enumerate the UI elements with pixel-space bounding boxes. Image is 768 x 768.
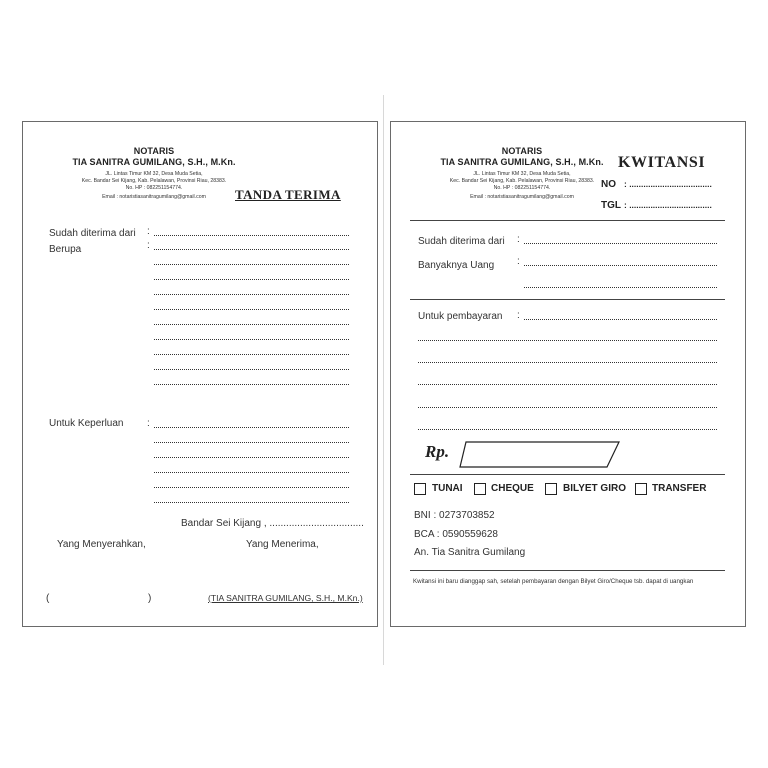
cheque-label: CHEQUE — [491, 483, 534, 494]
form-field[interactable] — [154, 293, 349, 295]
receipt-footnote: Kwitansi ini baru dianggap sah, setelah pembayaran dengan Bilyet Giro/Cheque tsb. dapat di uangkan — [413, 578, 694, 585]
received-from-colon: : — [517, 234, 520, 245]
office-label: NOTARIS — [133, 146, 175, 156]
form-colon: : — [147, 240, 150, 251]
purpose-colon: : — [147, 418, 150, 429]
payment-for-field[interactable] — [418, 383, 717, 385]
amount-in-words-field[interactable] — [524, 264, 717, 266]
receipt-date-field[interactable]: : ................................... — [624, 200, 712, 210]
form-field[interactable] — [154, 323, 349, 325]
received-from-colon: : — [147, 226, 150, 237]
payment-for-colon: : — [517, 310, 520, 321]
payment-for-field[interactable] — [418, 406, 717, 408]
divider — [410, 474, 725, 475]
place-date: Bandar Sei Kijang , .................................. — [181, 518, 364, 529]
form-field[interactable] — [154, 278, 349, 280]
form-field[interactable] — [154, 308, 349, 310]
received-from-field[interactable] — [524, 242, 717, 244]
bilyet-giro-checkbox[interactable] — [545, 483, 557, 495]
amount-box[interactable] — [458, 439, 622, 469]
rupiah-label: Rp. — [425, 442, 450, 461]
giver-name-close: ) — [148, 593, 152, 604]
phone-number: No. HP : 082251154774. — [493, 185, 551, 191]
divider — [410, 570, 725, 571]
amount-in-words-field[interactable] — [524, 286, 717, 288]
received-from-field[interactable] — [154, 234, 349, 236]
address-line-2: Kec. Bandar Sei Kijang, Kab. Pelalawan, Provinsi Riau, 28383. — [81, 178, 227, 184]
page-fold-line — [383, 95, 384, 665]
bilyet-giro-label: BILYET GIRO — [563, 483, 626, 494]
receipt-number-label: NO — [601, 179, 616, 190]
purpose-field[interactable] — [154, 501, 349, 503]
form-field[interactable] — [154, 353, 349, 355]
form-field[interactable] — [154, 248, 349, 250]
purpose-field[interactable] — [154, 426, 349, 428]
divider — [410, 299, 725, 300]
form-field[interactable] — [154, 263, 349, 265]
receipt-date-label: TGL — [601, 200, 621, 211]
receiver-label: Yang Menerima, — [246, 539, 319, 550]
address-line-1: JL. Lintas Timur KM 32, Desa Muda Setia, — [473, 171, 571, 177]
address-line-1: JL. Lintas Timur KM 32, Desa Muda Setia, — [105, 171, 203, 177]
divider — [410, 220, 725, 221]
receipt-number-field[interactable]: : ................................... — [624, 179, 712, 189]
email-address: Email : notaristiasanitragumilang@gmail.com — [102, 194, 206, 200]
notary-name: TIA SANITRA GUMILANG, S.H., M.Kn. — [440, 157, 604, 167]
purpose-field[interactable] — [154, 441, 349, 443]
tunai-label: TUNAI — [432, 483, 463, 494]
bank-bni: BNI : 0273703852 — [414, 510, 495, 521]
office-label: NOTARIS — [501, 146, 543, 156]
form-field[interactable] — [154, 368, 349, 370]
cheque-checkbox[interactable] — [474, 483, 486, 495]
notary-name: TIA SANITRA GUMILANG, S.H., M.Kn. — [72, 157, 236, 167]
kwitansi-sheet — [390, 121, 746, 627]
address-line-2: Kec. Bandar Sei Kijang, Kab. Pelalawan, Provinsi Riau, 28383. — [449, 178, 595, 184]
purpose-field[interactable] — [154, 471, 349, 473]
form-label: Berupa — [49, 244, 82, 255]
payment-for-field[interactable] — [418, 361, 717, 363]
transfer-label: TRANSFER — [652, 483, 707, 494]
giver-label: Yang Menyerahkan, — [57, 539, 146, 550]
tunai-checkbox[interactable] — [414, 483, 426, 495]
payment-for-field[interactable] — [418, 428, 717, 430]
bank-bca: BCA : 0590559628 — [414, 529, 498, 540]
receiver-name: (TIA SANITRA GUMILANG, S.H., M.Kn.) — [208, 593, 363, 603]
kwitansi-title: KWITANSI — [618, 154, 706, 171]
form-field[interactable] — [154, 383, 349, 385]
transfer-checkbox[interactable] — [635, 483, 647, 495]
purpose-field[interactable] — [154, 456, 349, 458]
amount-in-words-colon: : — [517, 256, 520, 267]
payment-for-field[interactable] — [524, 318, 717, 320]
purpose-field[interactable] — [154, 486, 349, 488]
phone-number: No. HP : 082251154774. — [125, 185, 183, 191]
tanda-terima-title: TANDA TERIMA — [235, 187, 341, 202]
tanda-terima-sheet — [22, 121, 378, 627]
payment-for-field[interactable] — [418, 339, 717, 341]
account-name: An. Tia Sanitra Gumilang — [414, 547, 526, 558]
received-from-label: Sudah diterima dari — [418, 236, 505, 247]
amount-in-words-label: Banyaknya Uang — [418, 260, 495, 271]
purpose-label: Untuk Keperluan — [49, 418, 124, 429]
giver-name-open: ( — [46, 593, 50, 604]
received-from-label: Sudah diterima dari — [49, 228, 136, 239]
form-field[interactable] — [154, 338, 349, 340]
email-address: Email : notaristiasanitragumilang@gmail.com — [470, 194, 574, 200]
payment-for-label: Untuk pembayaran — [418, 311, 503, 322]
